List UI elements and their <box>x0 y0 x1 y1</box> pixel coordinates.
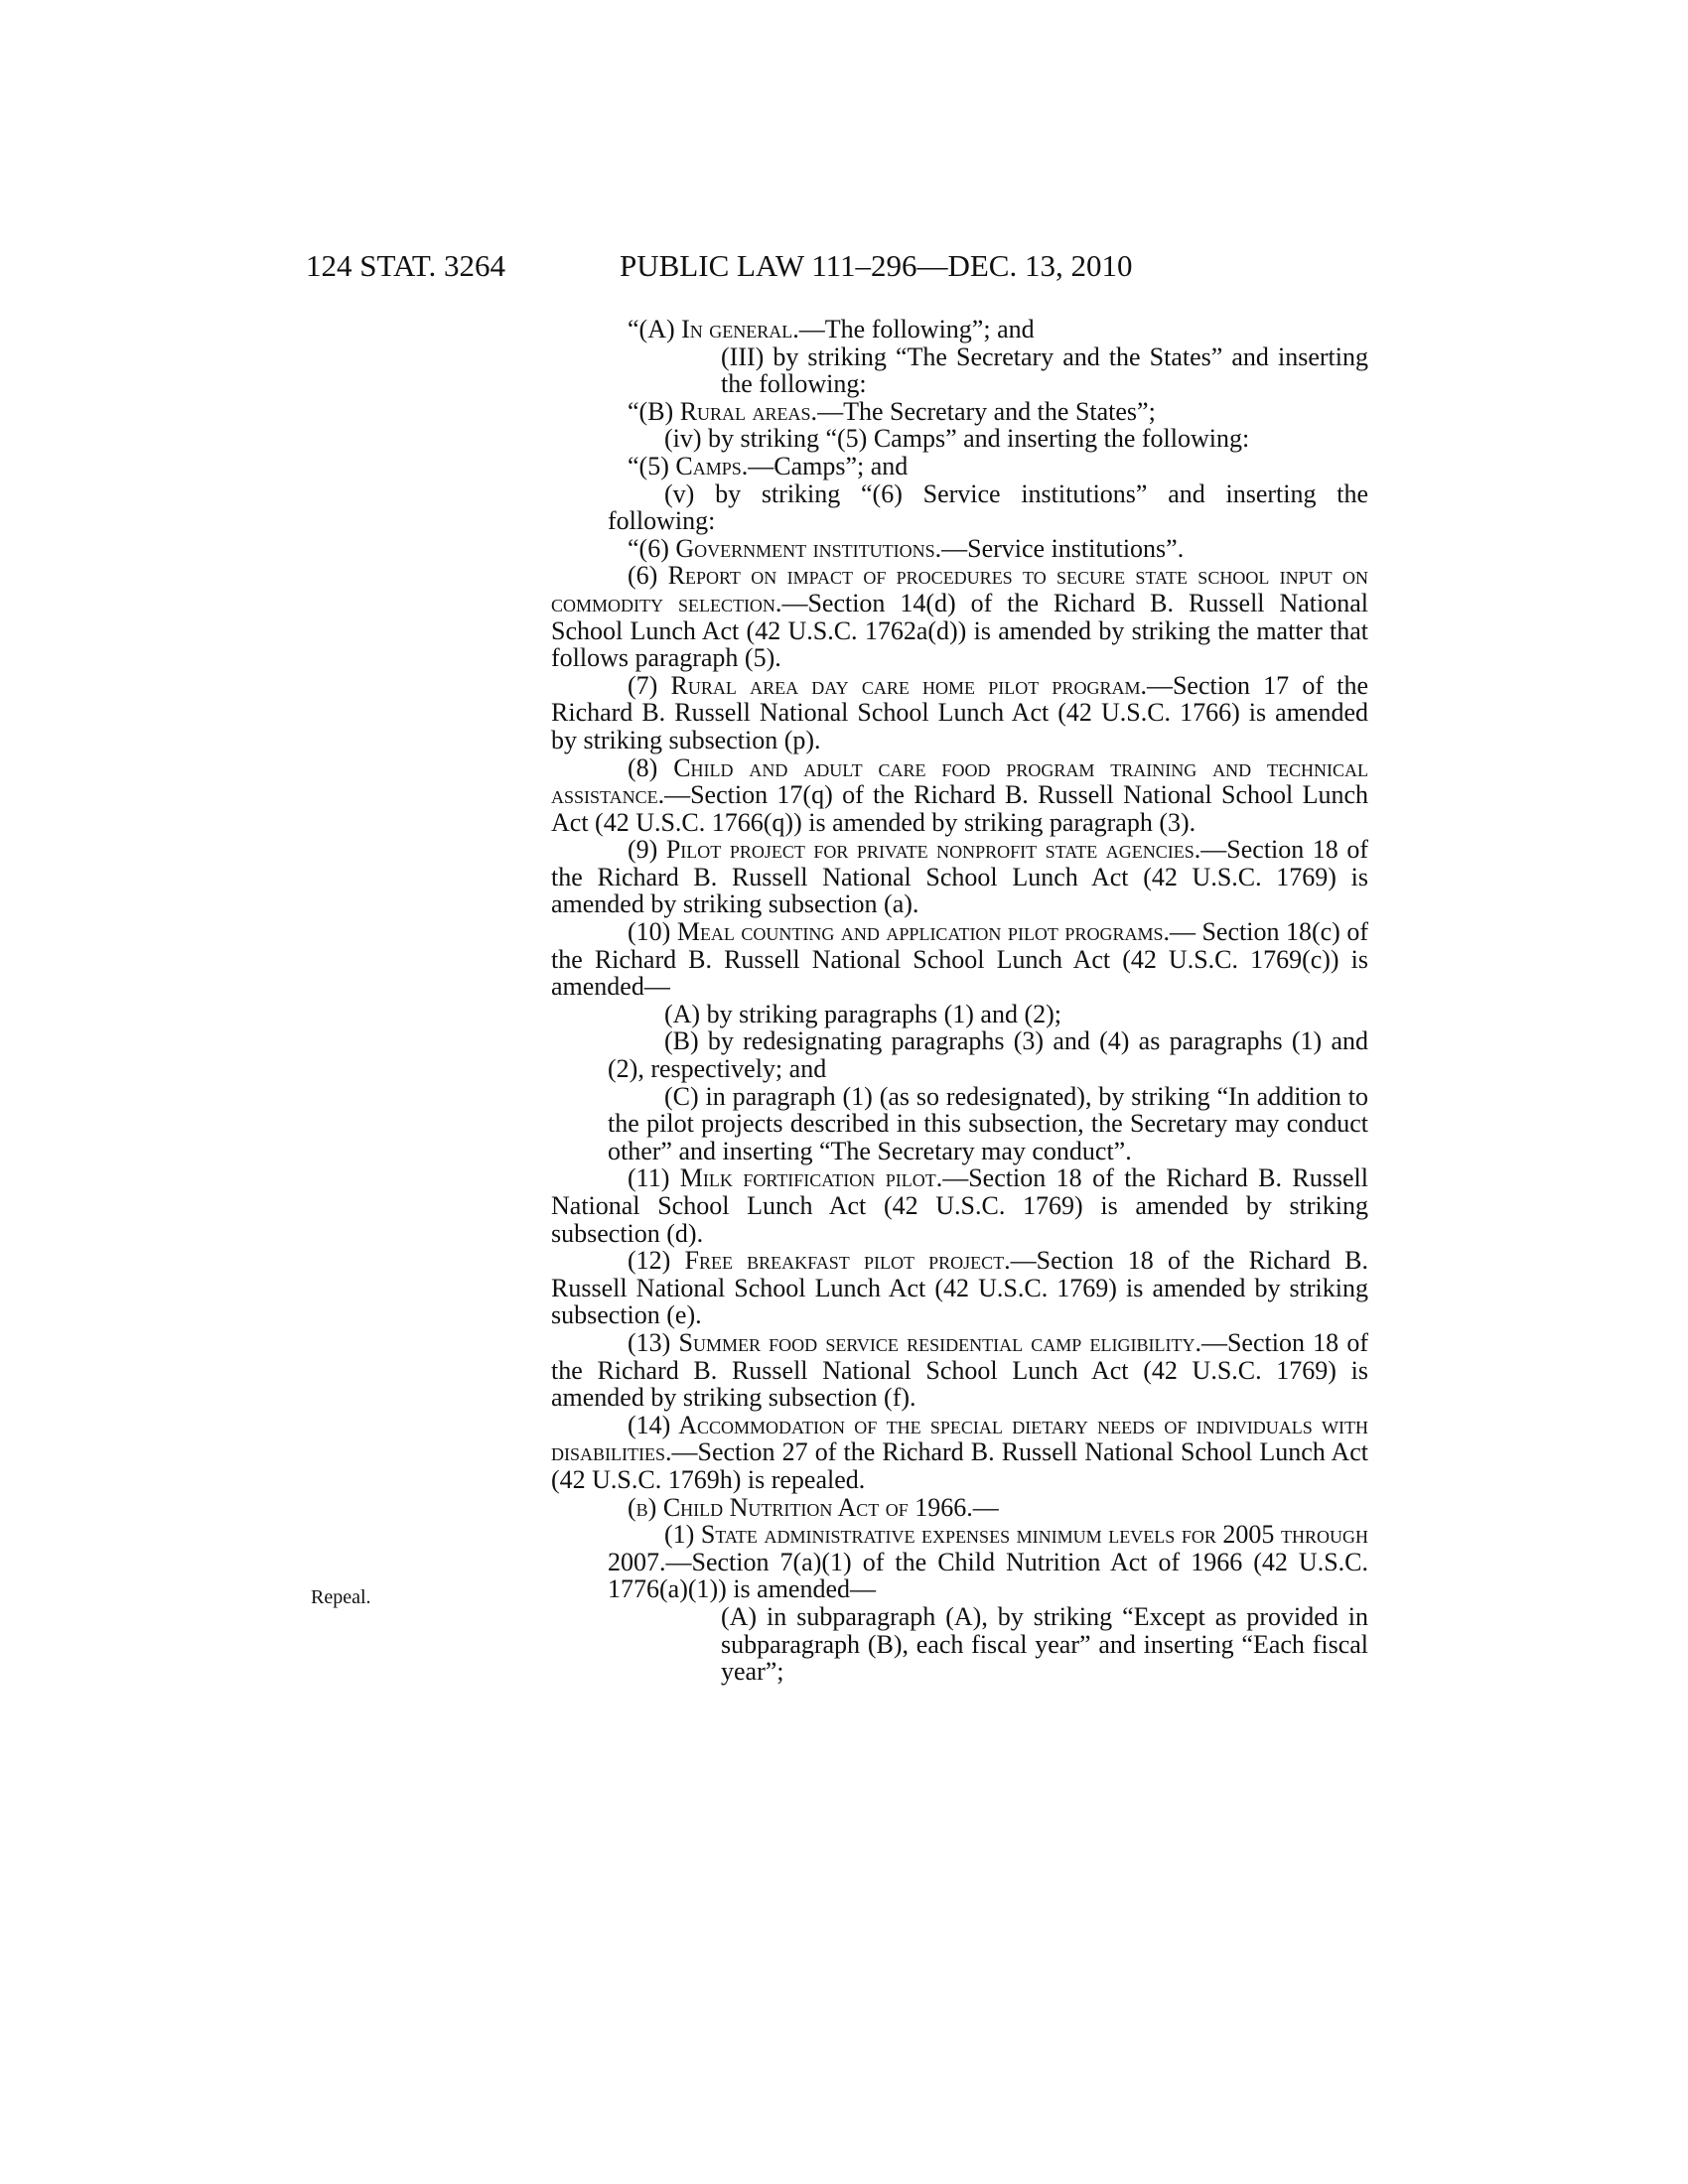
paragraph-heading: (8) Child and adult care food program training and technical assistance. <box>551 752 1368 810</box>
paragraph-text: —Section 17(q) of the Richard B. Russell National School Lunch Act (42 U.S.C. 1766(q)) is amended by striking paragraph (3). <box>551 780 1368 837</box>
statute-body-text <box>551 316 1368 1686</box>
paragraph-text: —Section 17 of the Richard B. Russell National School Lunch Act (42 U.S.C. 1766) is amended by striking subsection (p). <box>551 670 1368 754</box>
paragraph <box>551 1603 1368 1686</box>
running-header-title: PUBLIC LAW 111–296—DEC. 13, 2010 <box>620 248 1133 283</box>
page-stat-citation: 124 STAT. 3264 <box>306 248 506 283</box>
paragraph-heading: (12) Free breakfast pilot project. <box>628 1246 1011 1276</box>
paragraph <box>551 343 1368 398</box>
paragraph-text: (iv) by striking “(5) Camps” and inserting the following: <box>664 424 1250 454</box>
paragraph-heading: (11) Milk fortification pilot. <box>628 1163 943 1193</box>
paragraph <box>551 1164 1368 1247</box>
paragraph <box>551 398 1368 426</box>
paragraph-text: —The following”; and <box>798 315 1035 343</box>
paragraph <box>551 425 1368 453</box>
paragraph-text: (A) by striking paragraphs (1) and (2); <box>664 999 1061 1028</box>
paragraph <box>551 453 1368 480</box>
paragraph <box>551 918 1368 1001</box>
paragraph-heading: (6) Report on impact of procedures to secure state school input on commodity selection. <box>551 561 1368 617</box>
paragraph-text: (v) by striking “(6) Service institutions” and inserting the following: <box>608 478 1368 536</box>
paragraph-text: (III) by striking “The Secretary and the States” and inserting the following: <box>721 341 1368 399</box>
paragraph-text: (C) in paragraph (1) (as so redesignated), by striking “In addition to the pilot projects described in this subsection, the Secretary may conduct other” and inserting “The Secretary may conduct”. <box>608 1081 1368 1165</box>
paragraph-text: —Section 18 of the Richard B. Russell National School Lunch Act (42 U.S.C. 1769) is amended by striking subsection (a). <box>551 835 1368 919</box>
paragraph <box>551 754 1368 837</box>
paragraph-text: —Section 18 of the Richard B. Russell National School Lunch Act (42 U.S.C. 1769) is amended by striking subsection (d). <box>551 1163 1368 1248</box>
paragraph <box>551 1329 1368 1412</box>
paragraph <box>551 836 1368 918</box>
paragraph-text: —Service institutions”. <box>941 533 1185 563</box>
paragraph <box>551 535 1368 563</box>
paragraph-text: —Section 14(d) of the Richard B. Russell National School Lunch Act (42 U.S.C. 1762a(d)) is amended by striking the matter that follows paragraph (5). <box>551 588 1368 673</box>
paragraph-text: —Section 27 of the Richard B. Russell National School Lunch Act (42 U.S.C. 1769h) is repealed. <box>551 1437 1368 1494</box>
paragraph-heading: “(A) In general. <box>628 315 799 343</box>
paragraph-text: — Section 18(c) of the Richard B. Russell National School Lunch Act (42 U.S.C. 1769(c)) is amended— <box>551 917 1368 1002</box>
paragraph-text: (B) by redesignating paragraphs (3) and (4) as paragraphs (1) and (2), respectively; and <box>608 1026 1368 1084</box>
paragraph-heading: (10) Meal counting and application pilot programs. <box>628 917 1170 947</box>
paragraph <box>551 562 1368 671</box>
paragraph-heading: (14) Accommodation of the special dietary needs of individuals with disabilities. <box>551 1410 1368 1467</box>
paragraph-text: —Section 7(a)(1) of the Child Nutrition Act of 1966 (42 U.S.C. 1776(a)(1)) is amended— <box>608 1547 1368 1604</box>
paragraph <box>551 1001 1368 1028</box>
paragraph-text: —Section 18 of the Richard B. Russell National School Lunch Act (42 U.S.C. 1769) is amended by striking subsection (f). <box>551 1327 1368 1413</box>
paragraph-heading: (13) Summer food service residential camp eligibility. <box>628 1327 1201 1357</box>
paragraph-text: (A) in subparagraph (A), by striking “Except as provided in subparagraph (B), each fiscal year” and inserting “Each fiscal year”; <box>721 1601 1368 1687</box>
paragraph <box>551 1027 1368 1082</box>
paragraph <box>551 316 1368 343</box>
paragraph <box>551 1083 1368 1165</box>
paragraph <box>551 672 1368 754</box>
paragraph-heading: (1) State administrative expenses minimum levels for 2005 through 2007. <box>608 1520 1368 1576</box>
paragraph-text: —Section 18 of the Richard B. Russell National School Lunch Act (42 U.S.C. 1769) is amended by striking subsection (e). <box>551 1246 1368 1330</box>
margin-note-repeal: Repeal. <box>311 1586 371 1608</box>
paragraph-heading: “(6) Government institutions. <box>628 533 942 563</box>
paragraph <box>551 1494 1368 1522</box>
paragraph-text: —The Secretary and the States”; <box>817 396 1156 426</box>
paragraph-heading: (9) Pilot project for private nonprofit state agencies. <box>628 835 1201 865</box>
paragraph <box>551 1521 1368 1603</box>
paragraph-heading: “(B) Rural areas. <box>628 396 818 426</box>
paragraph-text: —Camps”; and <box>748 451 909 480</box>
paragraph-heading: “(5) Camps. <box>628 451 749 480</box>
paragraph-heading: (b) Child Nutrition Act of 1966. <box>628 1492 973 1522</box>
paragraph <box>551 1247 1368 1329</box>
paragraph <box>551 1412 1368 1494</box>
paragraph-text: — <box>972 1492 999 1522</box>
paragraph-heading: (7) Rural area day care home pilot program. <box>628 670 1147 700</box>
paragraph <box>551 480 1368 535</box>
